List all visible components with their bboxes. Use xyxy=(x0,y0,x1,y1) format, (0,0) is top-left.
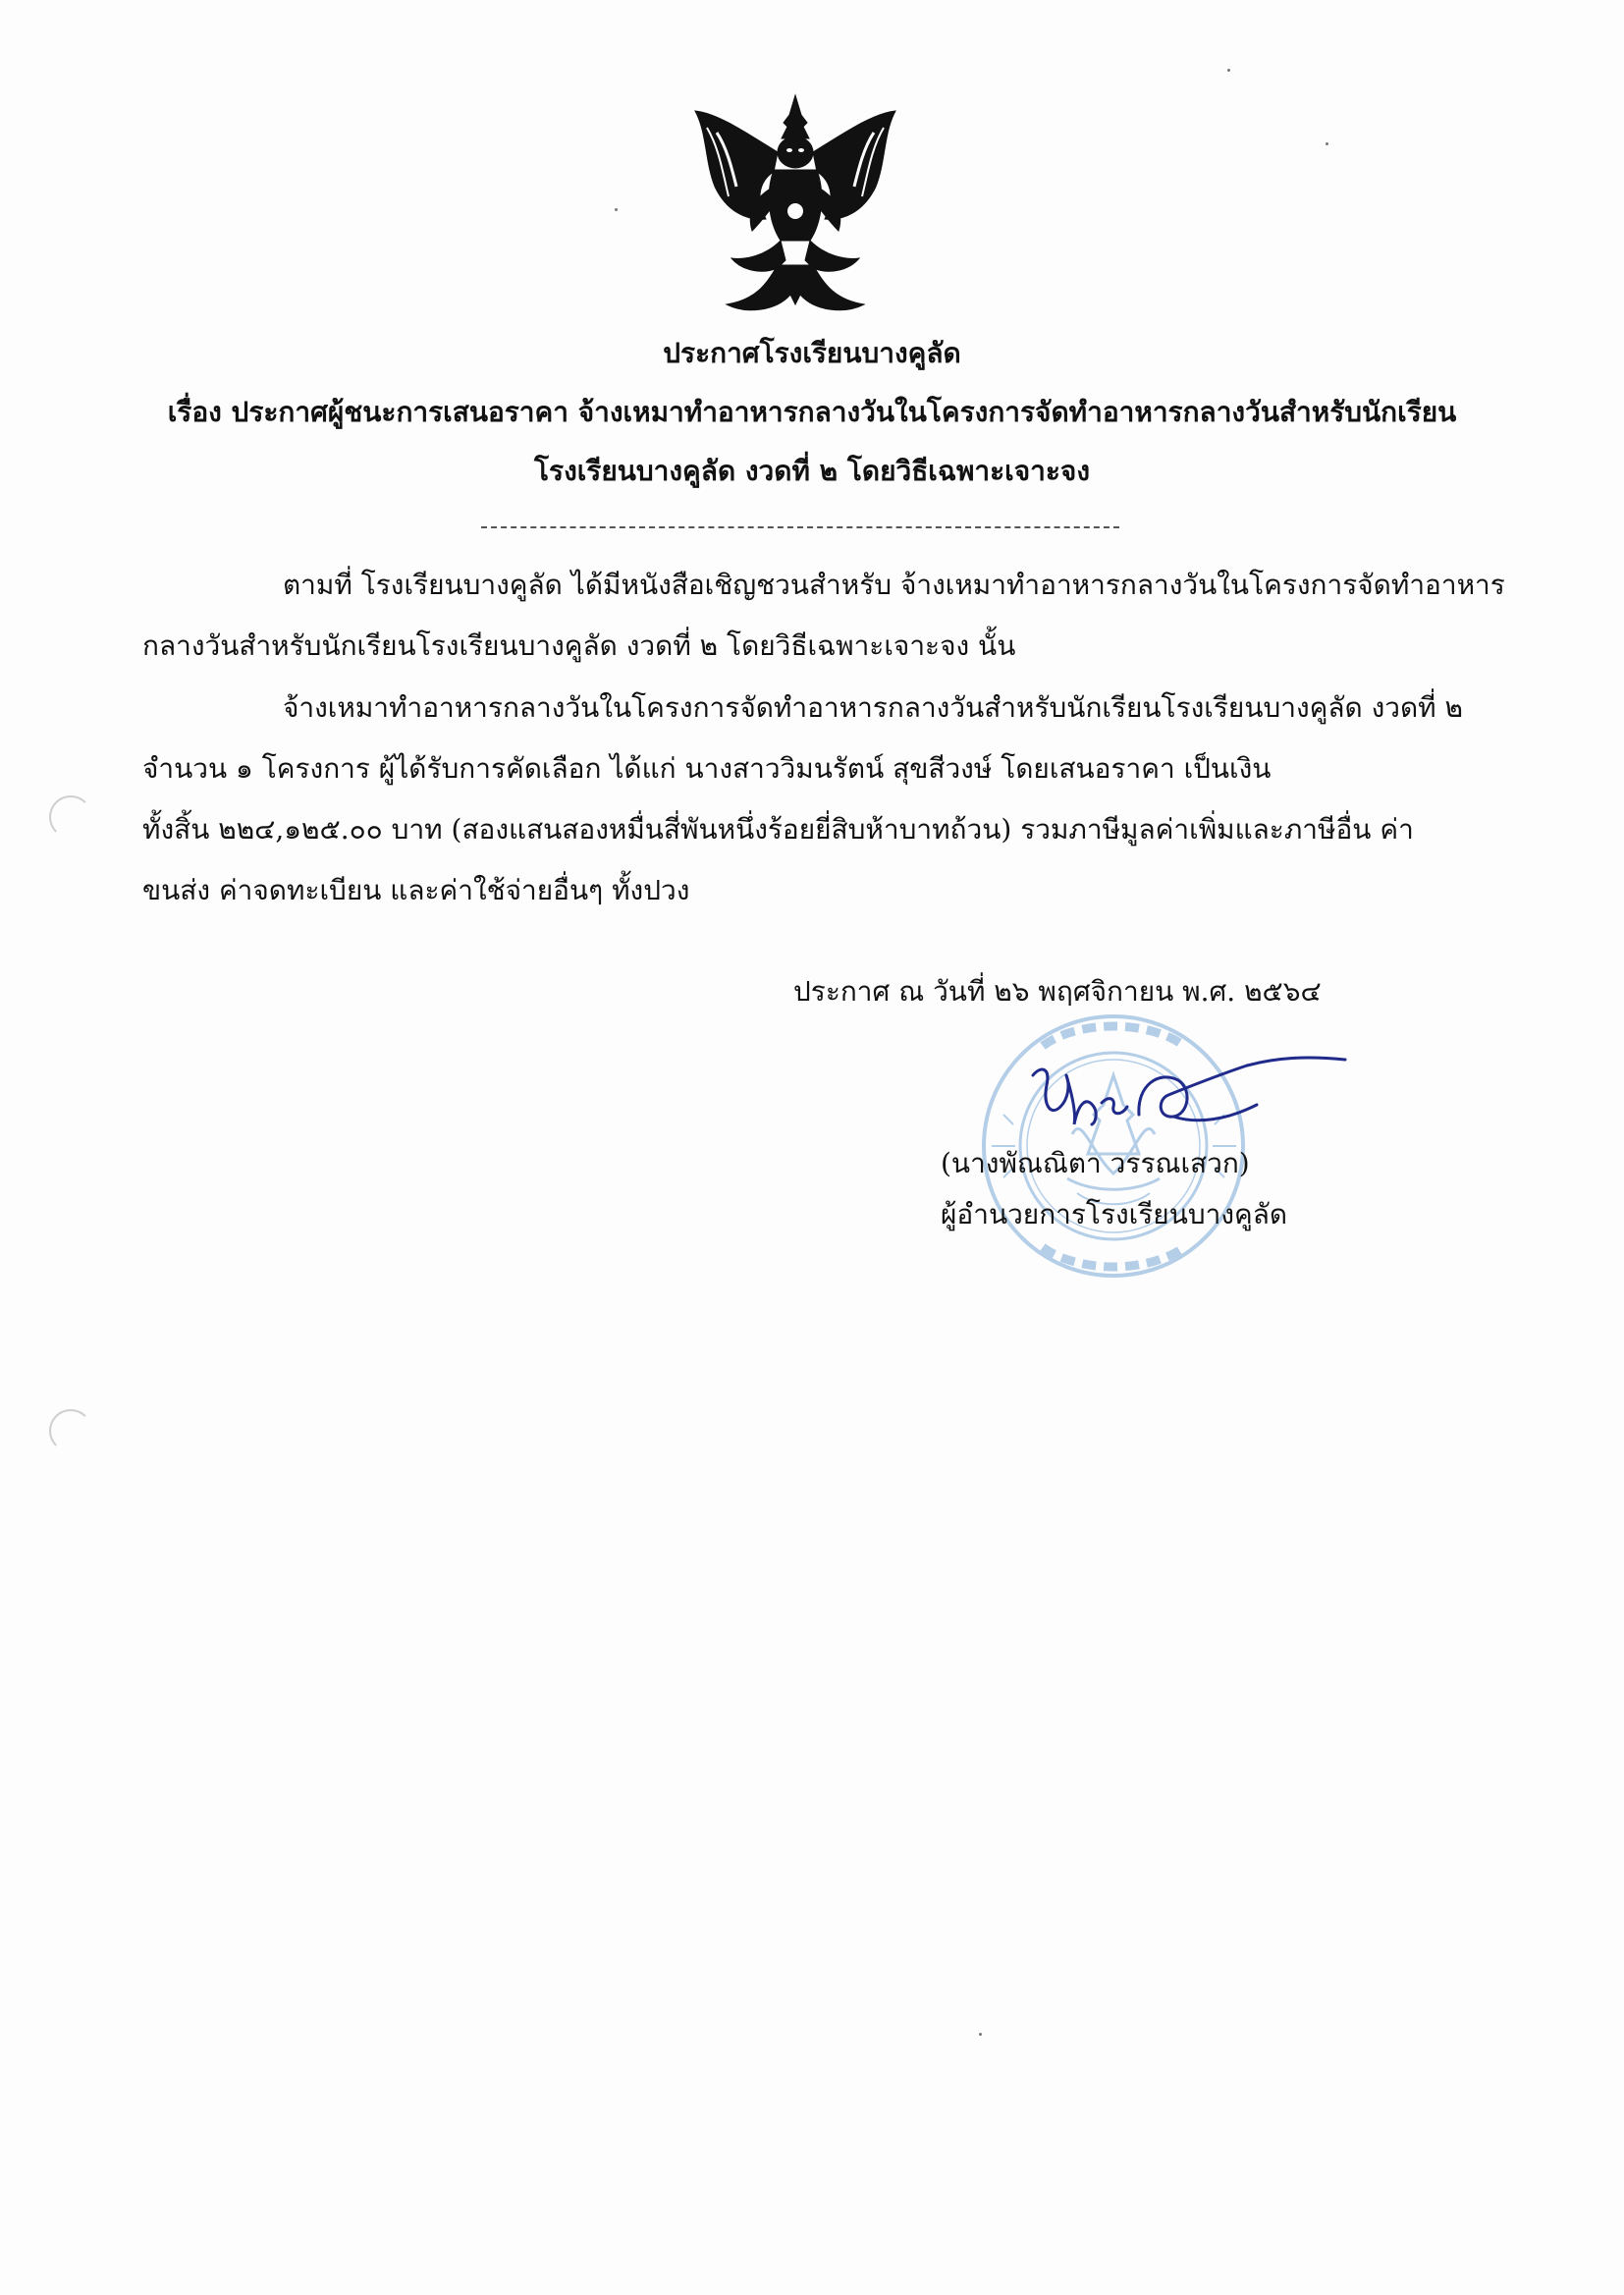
scan-speck xyxy=(1326,142,1328,145)
dashed-divider xyxy=(481,526,1119,528)
punch-hole-mark xyxy=(49,1409,92,1452)
paragraph-2-line-2: จำนวน ๑ โครงการ ผู้ได้รับการคัดเลือก ได้แก่ นางสาววิมนรัตน์ สุขสีวงษ์ โดยเสนอราคา เป็นเงิน xyxy=(142,752,1272,785)
paragraph-2 xyxy=(142,678,1463,921)
paragraph-1-line-1: ตามที่ โรงเรียนบางคูลัด ได้มีหนังสือเชิญชวนสำหรับ จ้างเหมาทำอาหารกลางวันในโครงการจัดทำอาหาร xyxy=(283,569,1505,601)
paragraph-1 xyxy=(142,555,1505,677)
scan-speck xyxy=(979,2033,982,2036)
punch-hole-mark xyxy=(49,795,92,839)
scan-speck xyxy=(615,208,618,211)
signer-name: (นางพัณณิตา วรรณเสวก) xyxy=(941,1147,1250,1179)
announcement-title: ประกาศโรงเรียนบางคูลัด xyxy=(663,337,961,369)
paragraph-1-line-2: กลางวันสำหรับนักเรียนโรงเรียนบางคูลัด งวดที่ ๒ โดยวิธีเฉพาะเจาะจง นั้น xyxy=(142,629,1016,662)
paragraph-2-line-4: ขนส่ง ค่าจดทะเบียน และค่าใช้จ่ายอื่นๆ ทั้งปวง xyxy=(142,874,690,906)
paragraph-2-line-1: จ้างเหมาทำอาหารกลางวันในโครงการจัดทำอาหารกลางวันสำหรับนักเรียนโรงเรียนบางคูลัด งวดที่ ๒ xyxy=(283,691,1463,724)
scan-speck xyxy=(1227,69,1230,72)
subject-line-2: โรงเรียนบางคูลัด งวดที่ ๒ โดยวิธีเฉพาะเจาะจง xyxy=(533,455,1090,487)
signer-title: ผู้อำนวยการโรงเรียนบางคูลัด xyxy=(941,1198,1288,1230)
garuda-emblem-icon xyxy=(687,93,903,324)
paragraph-2-line-3: ทั้งสิ้น ๒๒๔,๑๒๕.๐๐ บาท (สองแสนสองหมื่นสี่พันหนึ่งร้อยยี่สิบห้าบาทถ้วน) รวมภาษีมูลค่าเพิ่มและภาษีอื่น ค่า xyxy=(142,813,1414,846)
announcement-date: ประกาศ ณ วันที่ ๒๖ พฤศจิกายน พ.ศ. ๒๕๖๔ xyxy=(793,975,1322,1008)
subject-line-1: เรื่อง ประกาศผู้ชนะการเสนอราคา จ้างเหมาทำอาหารกลางวันในโครงการจัดทำอาหารกลางวันสำหรับนักเรียน xyxy=(167,396,1457,428)
